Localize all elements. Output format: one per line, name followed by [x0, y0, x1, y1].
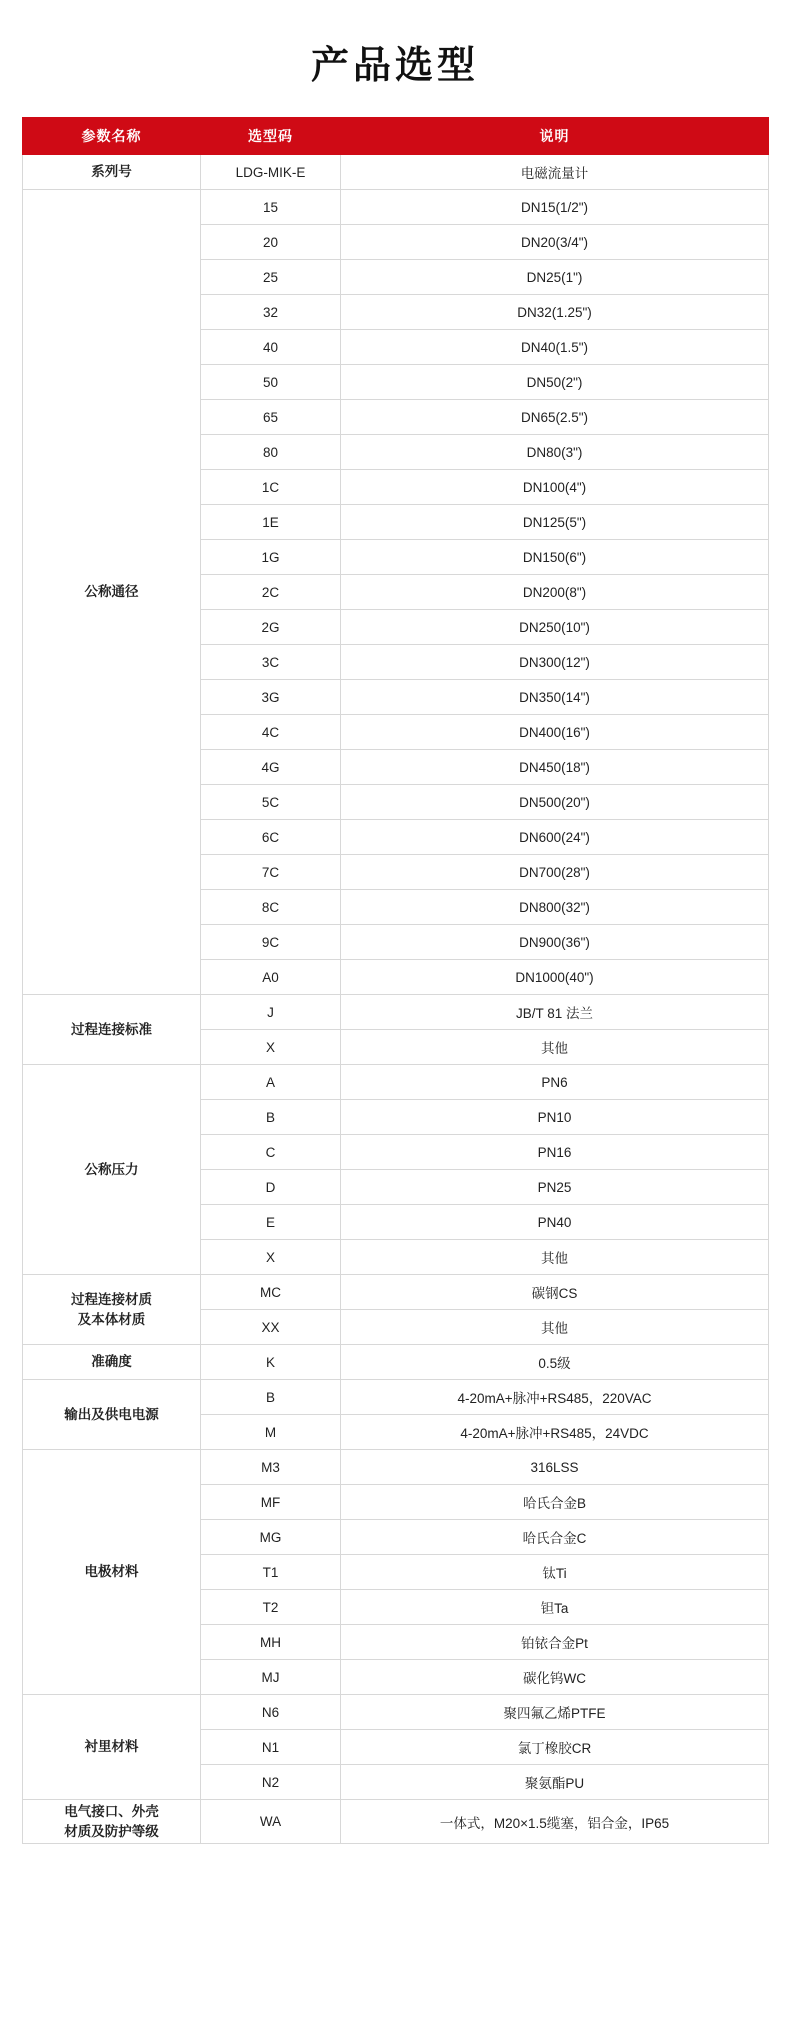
selection-code-cell: X [201, 1240, 341, 1275]
selection-code-cell: 50 [201, 365, 341, 400]
selection-code-cell: XX [201, 1310, 341, 1345]
selection-code-cell: X [201, 1030, 341, 1065]
selection-code-cell: MJ [201, 1660, 341, 1695]
selection-code-cell: B [201, 1100, 341, 1135]
column-header-code: 选型码 [201, 118, 341, 155]
selection-code-cell: 32 [201, 295, 341, 330]
selection-code-cell: 80 [201, 435, 341, 470]
param-name-cell: 公称压力 [23, 1065, 201, 1275]
selection-code-cell: 8C [201, 890, 341, 925]
description-cell: DN800(32") [341, 890, 769, 925]
selection-code-cell: MH [201, 1625, 341, 1660]
description-cell: 一体式，M20×1.5缆塞，铝合金，IP65 [341, 1800, 769, 1844]
selection-code-cell: D [201, 1170, 341, 1205]
description-cell: DN500(20") [341, 785, 769, 820]
table-row [23, 1275, 769, 1310]
param-name-cell: 衬里材料 [23, 1695, 201, 1800]
description-cell: 钛Ti [341, 1555, 769, 1590]
selection-code-cell: 6C [201, 820, 341, 855]
description-cell: DN25(1") [341, 260, 769, 295]
param-name-cell: 公称通径 [23, 190, 201, 995]
description-cell: 聚氨酯PU [341, 1765, 769, 1800]
description-cell: PN25 [341, 1170, 769, 1205]
param-name-cell: 电极材料 [23, 1450, 201, 1695]
selection-code-cell: 25 [201, 260, 341, 295]
selection-code-cell: 3C [201, 645, 341, 680]
page-title: 产品选型 [310, 45, 479, 87]
description-cell: DN125(5") [341, 505, 769, 540]
table-row [23, 190, 769, 225]
selection-code-cell: 2G [201, 610, 341, 645]
table-row [23, 995, 769, 1030]
description-cell: DN1000(40") [341, 960, 769, 995]
description-cell: 其他 [341, 1310, 769, 1345]
description-cell: DN50(2") [341, 365, 769, 400]
description-cell: DN15(1/2") [341, 190, 769, 225]
selection-code-cell: 3G [201, 680, 341, 715]
table-header [23, 118, 769, 155]
description-cell: DN350(14") [341, 680, 769, 715]
column-header-desc: 说明 [341, 118, 769, 155]
description-cell: 聚四氟乙烯PTFE [341, 1695, 769, 1730]
description-cell: 其他 [341, 1240, 769, 1275]
param-name-cell: 过程连接标准 [23, 995, 201, 1065]
selection-code-cell: A [201, 1065, 341, 1100]
selection-code-cell: 65 [201, 400, 341, 435]
table-body [23, 155, 769, 1844]
description-cell: DN150(6") [341, 540, 769, 575]
description-cell: 哈氏合金C [341, 1520, 769, 1555]
selection-code-cell: N1 [201, 1730, 341, 1765]
selection-code-cell: N2 [201, 1765, 341, 1800]
description-cell: DN32(1.25") [341, 295, 769, 330]
param-name-cell: 准确度 [23, 1345, 201, 1380]
description-cell: 4-20mA+脉冲+RS485，24VDC [341, 1415, 769, 1450]
description-cell: PN10 [341, 1100, 769, 1135]
table-row [23, 1800, 769, 1844]
table-row [23, 155, 769, 190]
description-cell: DN400(16") [341, 715, 769, 750]
selection-code-cell: J [201, 995, 341, 1030]
selection-code-cell: MF [201, 1485, 341, 1520]
description-cell: DN300(12") [341, 645, 769, 680]
description-cell: DN600(24") [341, 820, 769, 855]
param-name-cell: 过程连接材质 及本体材质 [23, 1275, 201, 1345]
description-cell: 哈氏合金B [341, 1485, 769, 1520]
selection-code-cell: 20 [201, 225, 341, 260]
description-cell: DN450(18") [341, 750, 769, 785]
description-cell: 铂铱合金Pt [341, 1625, 769, 1660]
description-cell: PN6 [341, 1065, 769, 1100]
description-cell: DN100(4") [341, 470, 769, 505]
description-cell: DN700(28") [341, 855, 769, 890]
description-cell: 4-20mA+脉冲+RS485，220VAC [341, 1380, 769, 1415]
selection-code-cell: LDG-MIK-E [201, 155, 341, 190]
selection-code-cell: N6 [201, 1695, 341, 1730]
selection-code-cell: T2 [201, 1590, 341, 1625]
description-cell: JB/T 81 法兰 [341, 995, 769, 1030]
param-name-cell: 电气接口、外壳 材质及防护等级 [23, 1800, 201, 1844]
description-cell: 氯丁橡胶CR [341, 1730, 769, 1765]
selection-code-cell: 15 [201, 190, 341, 225]
table-row [23, 1065, 769, 1100]
selection-code-cell: A0 [201, 960, 341, 995]
table-header-row [23, 118, 769, 155]
selection-code-cell: T1 [201, 1555, 341, 1590]
selection-code-cell: 5C [201, 785, 341, 820]
param-name-cell: 输出及供电电源 [23, 1380, 201, 1450]
description-cell: 其他 [341, 1030, 769, 1065]
description-cell: 0.5级 [341, 1345, 769, 1380]
selection-code-cell: MC [201, 1275, 341, 1310]
table-row [23, 1345, 769, 1380]
selection-code-cell: C [201, 1135, 341, 1170]
description-cell: 碳钢CS [341, 1275, 769, 1310]
description-cell: DN200(8") [341, 575, 769, 610]
description-cell: 电磁流量计 [341, 155, 769, 190]
selection-code-cell: 40 [201, 330, 341, 365]
description-cell: 碳化钨WC [341, 1660, 769, 1695]
param-name-cell: 系列号 [23, 155, 201, 190]
selection-code-cell: WA [201, 1800, 341, 1844]
selection-code-cell: 9C [201, 925, 341, 960]
description-cell: DN250(10") [341, 610, 769, 645]
selection-code-cell: 7C [201, 855, 341, 890]
selection-code-cell: M [201, 1415, 341, 1450]
selection-code-cell: E [201, 1205, 341, 1240]
column-header-param: 参数名称 [23, 118, 201, 155]
spec-table-container [0, 117, 790, 1864]
description-cell: PN16 [341, 1135, 769, 1170]
table-row [23, 1695, 769, 1730]
description-cell: DN20(3/4") [341, 225, 769, 260]
selection-code-cell: M3 [201, 1450, 341, 1485]
description-cell: DN900(36") [341, 925, 769, 960]
selection-code-cell: B [201, 1380, 341, 1415]
selection-code-cell: 1C [201, 470, 341, 505]
selection-code-cell: 2C [201, 575, 341, 610]
selection-code-cell: 1E [201, 505, 341, 540]
table-row [23, 1450, 769, 1485]
description-cell: DN40(1.5") [341, 330, 769, 365]
description-cell: 钽Ta [341, 1590, 769, 1625]
description-cell: 316LSS [341, 1450, 769, 1485]
selection-code-cell: K [201, 1345, 341, 1380]
selection-code-cell: MG [201, 1520, 341, 1555]
table-row [23, 1380, 769, 1415]
selection-code-cell: 1G [201, 540, 341, 575]
description-cell: DN65(2.5") [341, 400, 769, 435]
description-cell: PN40 [341, 1205, 769, 1240]
selection-code-cell: 4G [201, 750, 341, 785]
product-selection-table [22, 117, 769, 1844]
selection-code-cell: 4C [201, 715, 341, 750]
description-cell: DN80(3") [341, 435, 769, 470]
